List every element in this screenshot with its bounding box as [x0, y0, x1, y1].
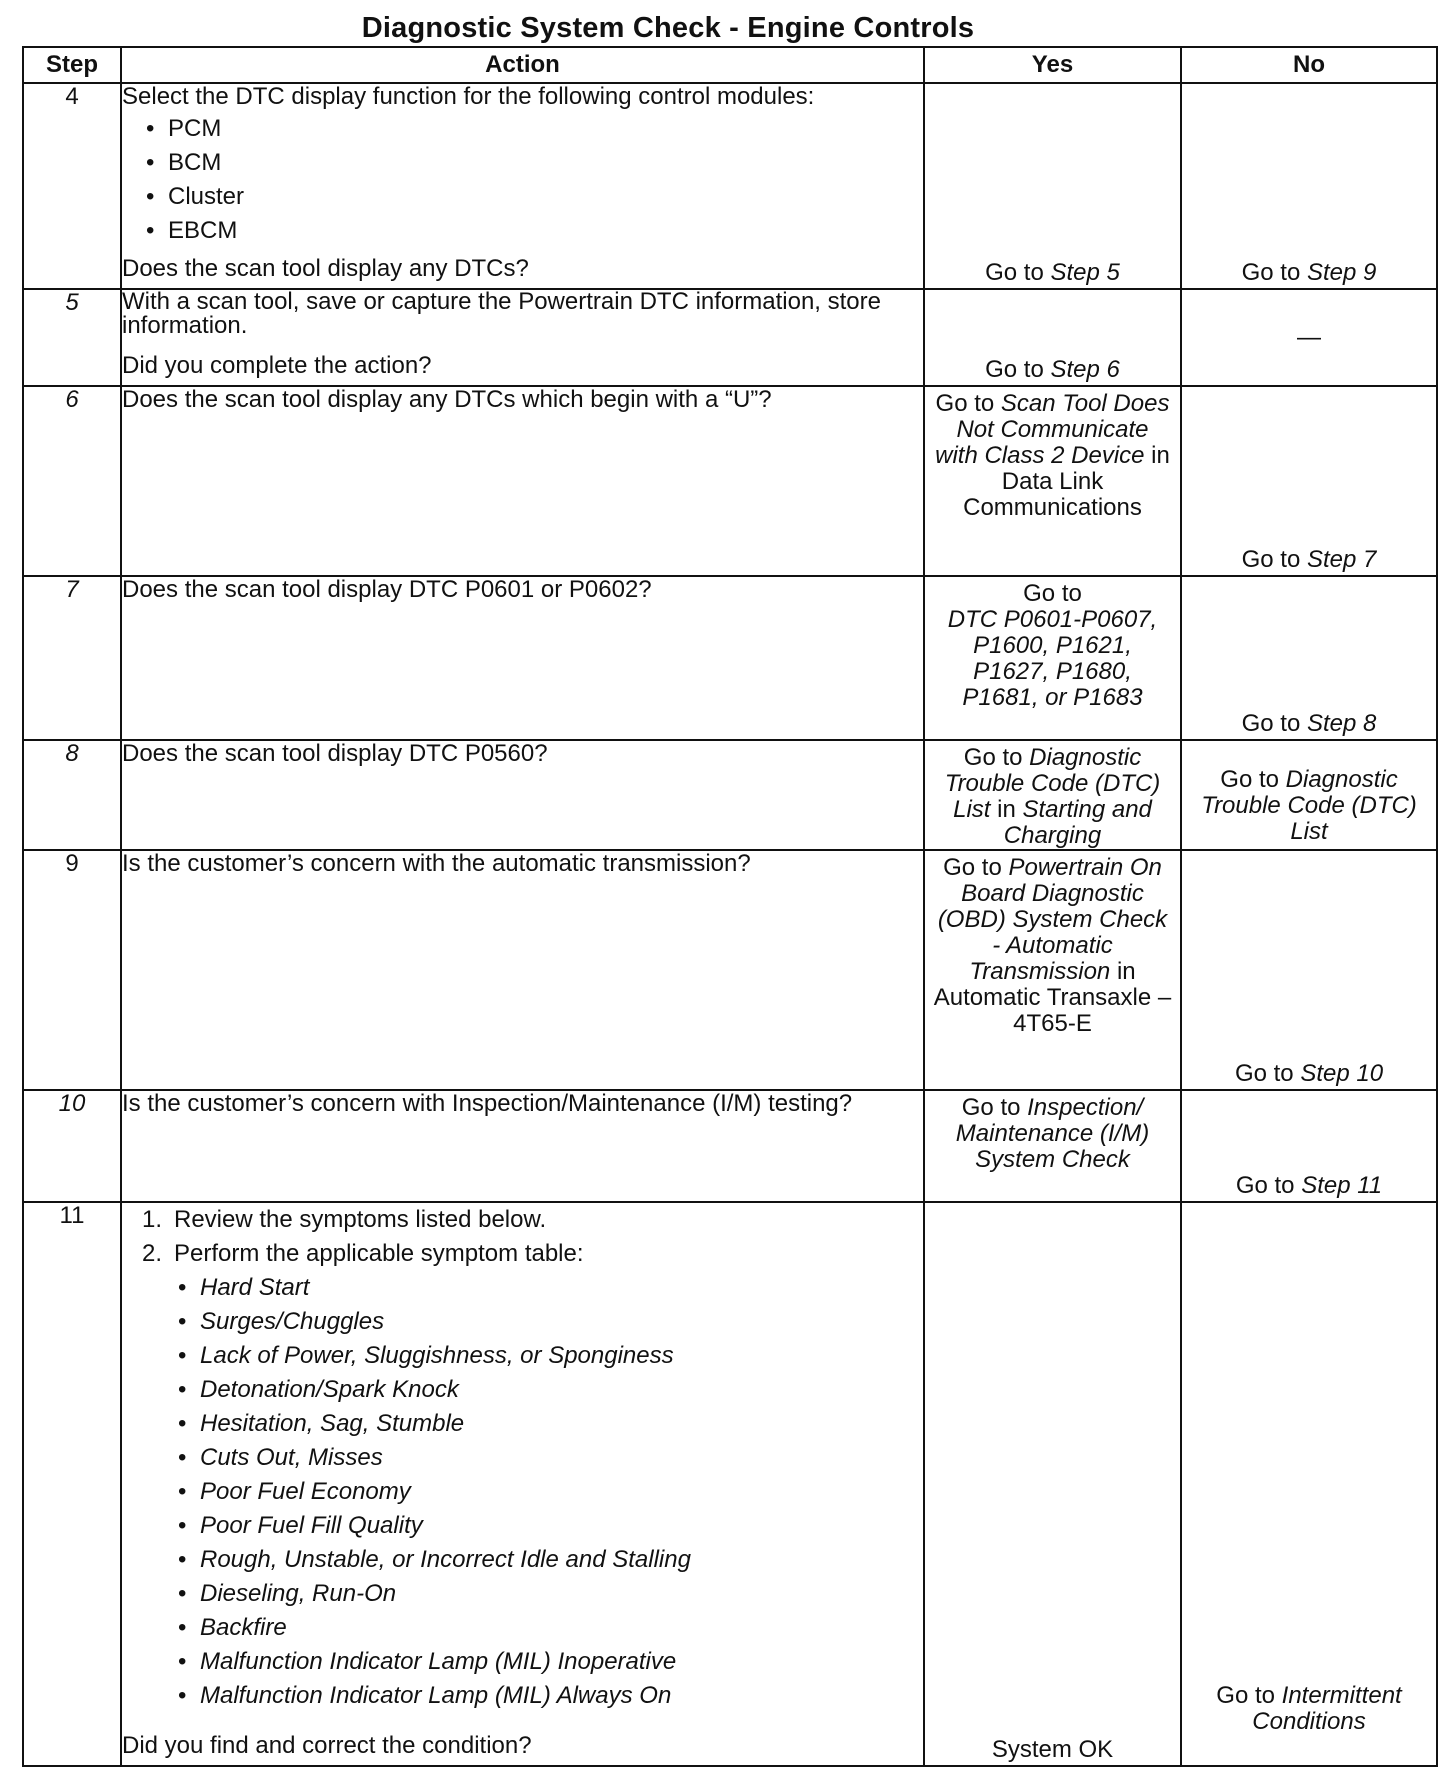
table-row [23, 740, 1437, 850]
step-number: 5 [23, 289, 121, 386]
item-text: Review the symptoms listed below. [174, 1206, 547, 1233]
step-number: 8 [23, 740, 121, 850]
yes-prefix: Go to [1023, 580, 1082, 607]
doc-reference: Starting and Charging [1003, 796, 1152, 849]
procedure-list [122, 1203, 923, 1713]
action-cell [121, 289, 924, 386]
yes-suffix: in Data Link Communications [963, 442, 1170, 521]
no-cell [1181, 83, 1437, 289]
doc-reference: Diagnostic Trouble Code (DTC) List [944, 744, 1161, 823]
no-dash: — [1297, 323, 1321, 351]
no-cell [1181, 1202, 1437, 1766]
yes-prefix: Go to [943, 854, 1009, 881]
step-number: 11 [23, 1202, 121, 1766]
table-row [23, 1090, 1437, 1202]
no-cell [1181, 289, 1437, 386]
step-reference: Step 6 [1050, 356, 1120, 383]
list-item: • BCM [144, 146, 923, 180]
symptom-item: • Dieseling, Run-On [176, 1577, 923, 1611]
table-row [23, 576, 1437, 740]
yes-prefix: Go to [963, 744, 1030, 771]
symptom-item: • Lack of Power, Sluggishness, or Sponginess [176, 1339, 923, 1373]
list-item: • PCM [144, 112, 923, 146]
page-title: Diagnostic System Check - Engine Controls [361, 12, 975, 44]
no-cell [1181, 576, 1437, 740]
step-reference: Step 11 [1301, 1172, 1383, 1199]
table-row [23, 386, 1437, 576]
table-row [23, 850, 1437, 1090]
list-item [142, 1237, 923, 1713]
symptom-item: • Surges/Chuggles [176, 1305, 923, 1339]
table-row [23, 83, 1437, 289]
no-prefix: Go to [1235, 1172, 1302, 1199]
header-step: Step [23, 47, 121, 83]
no-prefix: Go to [1241, 710, 1307, 737]
symptom-item: • Hard Start [176, 1271, 923, 1305]
step-reference: Step 9 [1306, 259, 1377, 286]
action-intro: With a scan tool, save or capture the Powertrain DTC information, store information. [122, 288, 881, 339]
yes-cell [924, 1202, 1181, 1766]
yes-cell [924, 850, 1181, 1090]
symptom-item: • Rough, Unstable, or Incorrect Idle and Stalling [176, 1543, 923, 1577]
diagnostic-table [22, 46, 1438, 1767]
action-question: Does the scan tool display DTC P0560? [122, 740, 548, 767]
item-text: Perform the applicable symptom table: [174, 1240, 584, 1267]
no-prefix: Go to [1241, 546, 1307, 573]
list-item [142, 1203, 923, 1237]
item-number: 2. [142, 1240, 163, 1267]
step-number: 4 [23, 83, 121, 289]
table-row [23, 1202, 1437, 1766]
header-row [23, 47, 1437, 83]
doc-reference: Intermittent Conditions [1252, 1682, 1402, 1735]
symptom-item: • Hesitation, Sag, Stumble [176, 1407, 923, 1441]
symptom-item: • Backfire [176, 1611, 923, 1645]
header-action: Action [121, 47, 924, 83]
no-cell [1181, 386, 1437, 576]
module-list [122, 112, 923, 248]
symptom-item: • Poor Fuel Fill Quality [176, 1509, 923, 1543]
header-no: No [1181, 47, 1437, 83]
action-question: Did you complete the action? [122, 352, 432, 379]
step-reference: Step 10 [1300, 1060, 1384, 1087]
no-cell [1181, 850, 1437, 1090]
no-prefix: Go to [1234, 1060, 1301, 1087]
yes-connector: in [990, 796, 1023, 823]
yes-cell [924, 289, 1181, 386]
yes-cell [924, 740, 1181, 850]
header-yes: Yes [924, 47, 1181, 83]
action-question: Does the scan tool display DTC P0601 or P0602? [122, 576, 652, 603]
step-number: 9 [23, 850, 121, 1090]
symptom-item: • Detonation/Spark Knock [176, 1373, 923, 1407]
yes-result: System OK [991, 1736, 1114, 1763]
action-cell [121, 576, 924, 740]
action-cell [121, 1090, 924, 1202]
symptom-list [174, 1271, 923, 1713]
action-cell [121, 850, 924, 1090]
doc-reference: Scan Tool Does Not Communicate with Class 2 Device [935, 390, 1170, 469]
yes-suffix: in Automatic Transaxle –4T65-E [933, 958, 1172, 1037]
action-cell [121, 1202, 924, 1766]
list-item: • Cluster [144, 180, 923, 214]
step-reference: Step 8 [1306, 710, 1377, 737]
action-question: Does the scan tool display any DTCs? [122, 255, 529, 282]
yes-prefix: Go to [961, 1094, 1028, 1121]
yes-cell [924, 83, 1181, 289]
doc-reference: DTC P0601-P0607, P1600, P1621, P1627, P1680, P1681, or P1683 [947, 606, 1158, 711]
yes-prefix: Go to [985, 356, 1051, 383]
no-prefix: Go to [1241, 259, 1307, 286]
yes-prefix: Go to [985, 259, 1051, 286]
no-cell [1181, 1090, 1437, 1202]
step-number: 6 [23, 386, 121, 576]
doc-reference: Diagnostic Trouble Code (DTC) List [1201, 765, 1417, 845]
action-cell [121, 386, 924, 576]
step-number: 7 [23, 576, 121, 740]
action-cell [121, 83, 924, 289]
yes-cell [924, 576, 1181, 740]
yes-cell [924, 1090, 1181, 1202]
list-item: • EBCM [144, 214, 923, 248]
symptom-item: • Malfunction Indicator Lamp (MIL) Inoperative [176, 1645, 923, 1679]
item-number: 1. [142, 1206, 163, 1233]
action-question: Does the scan tool display any DTCs which begin with a “U”? [122, 386, 772, 413]
action-question: Did you find and correct the condition? [122, 1732, 532, 1759]
action-question: Is the customer’s concern with the automatic transmission? [122, 850, 751, 877]
no-cell [1181, 740, 1437, 850]
action-question: Is the customer’s concern with Inspection/Maintenance (I/M) testing? [122, 1090, 853, 1117]
step-reference: Step 7 [1306, 546, 1377, 573]
no-prefix: Go to [1220, 765, 1286, 793]
step-number: 10 [23, 1090, 121, 1202]
symptom-item: • Malfunction Indicator Lamp (MIL) Always On [176, 1679, 923, 1713]
doc-reference: Inspection/ Maintenance (I/M) System Check [955, 1094, 1150, 1173]
action-cell [121, 740, 924, 850]
step-reference: Step 5 [1050, 259, 1120, 286]
yes-prefix: Go to [935, 390, 1001, 417]
symptom-item: • Poor Fuel Economy [176, 1475, 923, 1509]
action-intro: Select the DTC display function for the following control modules: [122, 83, 815, 110]
no-prefix: Go to [1216, 1682, 1282, 1709]
symptom-item: • Cuts Out, Misses [176, 1441, 923, 1475]
doc-reference: Powertrain On Board Diagnostic (OBD) System Check - Automatic Transmission [937, 854, 1168, 985]
table-row [23, 289, 1437, 386]
yes-cell [924, 386, 1181, 576]
